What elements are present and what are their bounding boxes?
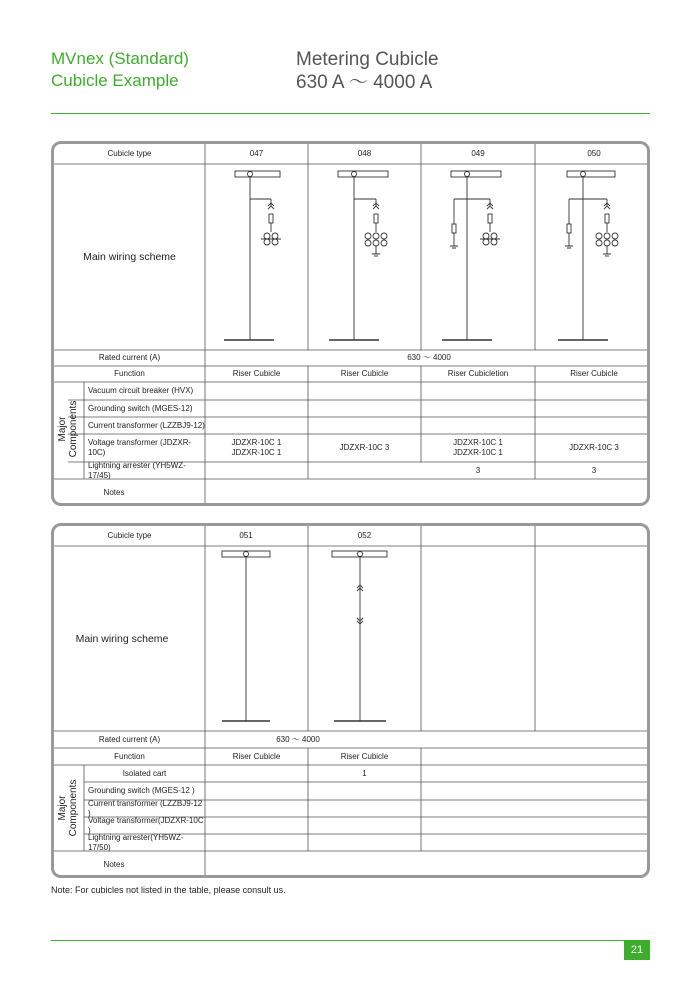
cubicle-table-1 (51, 141, 650, 506)
header-rule (51, 113, 650, 114)
table-1-notes-label: Notes (103, 487, 125, 497)
table-1-major-label: Major Components (57, 400, 79, 458)
table-1-type-label: Cubicle type (107, 149, 152, 158)
function-048: Riser Cubicle (340, 369, 389, 378)
table-2-rated-value: 630 ～ 4000 (276, 734, 320, 744)
vt-048: JDZXR-10C 3 (339, 443, 390, 452)
la-049: 3 (475, 465, 481, 475)
wiring-diagrams-2 (222, 551, 387, 721)
table-1-rated-label: Rated current (A) (98, 353, 161, 362)
section-title (51, 48, 189, 92)
table-1-rated-value: 630 ～ 4000 (407, 353, 451, 362)
function-052: Riser Cubicle (340, 751, 389, 761)
table-2-function-label: Function (114, 751, 145, 761)
table-2-notes-label: Notes (103, 859, 125, 869)
component-lightning-arrester: Lightning arrester (YH5WZ-17/45) (88, 460, 186, 480)
type-049: 049 (471, 149, 485, 158)
component-vcb: Vacuum circuit breaker (HVX) (88, 386, 194, 395)
wiring-047 (224, 171, 281, 340)
section-title-line2: Cubicle Example (51, 71, 179, 90)
function-047: Riser Cubicle (232, 369, 281, 378)
page-number: 21 (624, 940, 650, 960)
component-voltage-transformer-2: Voltage transformer(JDZXR-10C ) (88, 815, 204, 835)
function-050: Riser Cubicle (570, 369, 618, 378)
table-2-rated-label: Rated current (A) (98, 734, 161, 744)
function-049: Riser Cubicletion (447, 369, 509, 378)
footer-rule (51, 940, 624, 941)
type-047: 047 (249, 149, 264, 158)
type-048: 048 (357, 149, 372, 158)
table-2-scheme-label: Main wiring scheme (75, 632, 169, 645)
vt-049: JDZXR-10C 1 JDZXR-10C 1 (453, 438, 503, 457)
table-1-function-label: Function (114, 369, 145, 378)
component-voltage-transformer: Voltage transformer (JDZXR-10C) (88, 438, 192, 457)
wiring-048 (329, 171, 388, 340)
wiring-052 (332, 551, 387, 721)
wiring-050 (558, 171, 618, 340)
type-052: 052 (357, 531, 372, 540)
component-lightning-arrester-2: Lightning arrester(YH5WZ-17/50) (88, 832, 184, 852)
vt-050: JDZXR-10C 3 (569, 443, 619, 452)
page-title-line2: 630 A ～ 4000 A (296, 72, 433, 93)
type-050: 050 (587, 149, 601, 158)
vt-047: JDZXR-10C 1 JDZXR-10C 1 (231, 438, 282, 457)
page-title (296, 48, 439, 94)
page-title-line1: Metering Cubicle (296, 49, 439, 70)
table-2-type-label: Cubicle type (107, 531, 152, 540)
la-050: 3 (591, 465, 597, 475)
component-isolated-cart: Isolated cart (122, 768, 167, 778)
cart-052: 1 (362, 768, 367, 778)
section-title-line1: MVnex (Standard) (51, 49, 189, 68)
component-grounding-switch: Grounding switch (MGES-12) (88, 403, 193, 413)
cubicle-table-2 (51, 523, 650, 878)
table-1-scheme-label: Main wiring scheme (83, 251, 176, 263)
footnote: Note: For cubicles not listed in the table, please consult us. (51, 885, 286, 895)
component-current-transformer-2: Current transformer (LZZBJ9-12 ) (88, 798, 203, 818)
wiring-051 (222, 551, 270, 721)
function-051: Riser Cubicle (232, 751, 281, 761)
type-051: 051 (239, 531, 253, 540)
component-grounding-switch-2: Grounding switch (MGES-12 ) (88, 786, 195, 795)
table-2-major-label: Major Components (57, 779, 79, 837)
component-current-transformer: Current transformer (LZZBJ9-12) (88, 420, 205, 430)
wiring-049 (442, 171, 501, 340)
